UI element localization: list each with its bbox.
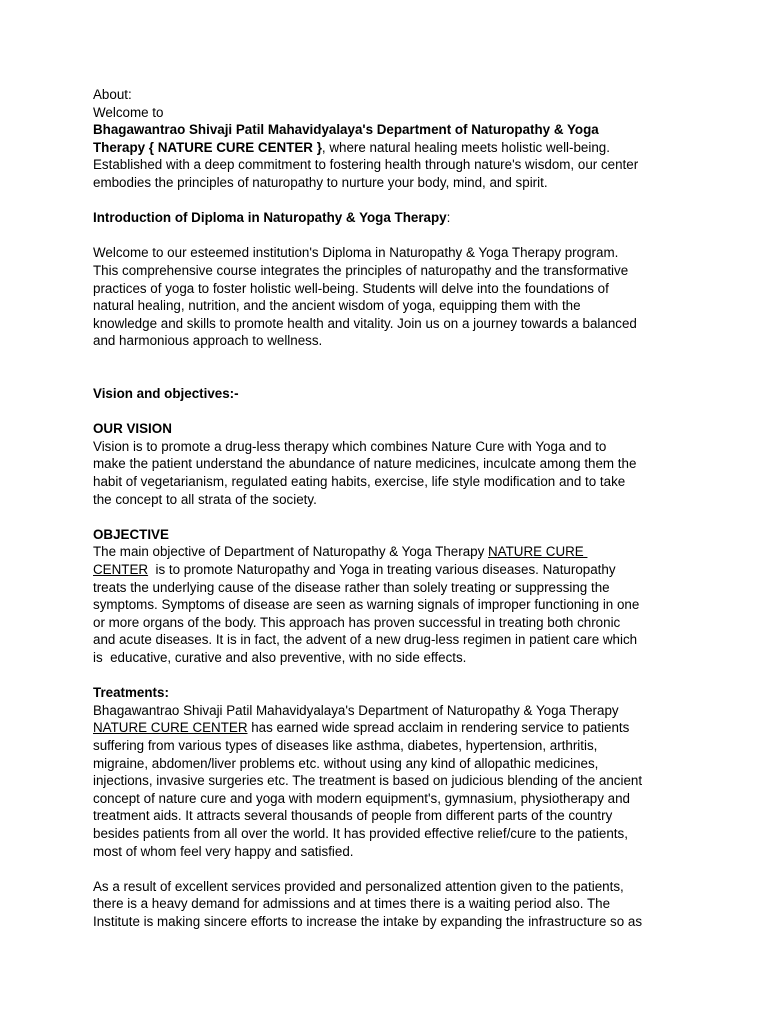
intro-heading-suffix: : xyxy=(446,210,451,226)
vision-section xyxy=(93,385,693,508)
nature-cure-center-link[interactable]: NATURE CURE xyxy=(488,544,588,560)
treatments-line-2-rest: has earned wide spread acclaim in rendering service to patients xyxy=(247,720,630,736)
center-name: Therapy { NATURE CURE CENTER } xyxy=(93,139,322,155)
objective-line: or more organs of the body. This approach has proven successful in treating both chronic xyxy=(93,614,621,630)
intro-line: natural healing, nutrition, and the ancient wisdom of yoga, equipping them with the xyxy=(93,298,581,314)
intro-heading-line xyxy=(93,209,693,227)
vision-line: Vision is to promote a drug-less therapy which combines Nature Cure with Yoga and to xyxy=(93,438,607,454)
treatments-heading: Treatments: xyxy=(93,685,169,701)
treatments-line-2 xyxy=(93,719,693,737)
result-line: As a result of excellent services provided and personalized attention given to the patients, xyxy=(93,878,624,894)
treatments-line: besides patients from all over the world. It has provided effective relief/cure to the patients, xyxy=(93,825,628,841)
objective-line-1-pre: The main objective of Department of Naturopathy & Yoga Therapy xyxy=(93,544,489,560)
objective-heading: OBJECTIVE xyxy=(93,526,169,542)
institution-name: Bhagawantrao Shivaji Patil Mahavidyalaya's Department of Naturopathy & Yoga xyxy=(93,122,599,138)
intro-section xyxy=(93,209,693,350)
objective-line-1 xyxy=(93,543,693,561)
about-line-2-rest: , where natural healing meets holistic well-being. xyxy=(321,139,610,155)
nature-cure-center-link[interactable]: CENTER xyxy=(93,562,149,578)
intro-line: practices of yoga to foster holistic well-being. Students will delve into the foundations of xyxy=(93,280,609,296)
objective-line: symptoms. Symptoms of disease are seen as warning signals of improper functioning in one xyxy=(93,597,640,613)
result-line: Institute is making sincere efforts to increase the intake by expanding the infrastructure so as xyxy=(93,913,643,929)
treatments-line: suffering from various types of diseases like asthma, diabetes, hypertension, arthritis, xyxy=(93,737,598,753)
treatments-section xyxy=(93,684,693,860)
intro-heading: Introduction of Diploma in Naturopathy & Yoga Therapy xyxy=(93,210,447,226)
welcome-text: Welcome to xyxy=(93,104,164,120)
treatments-line: treatment aids. It attracts several thousands of people from different parts of the country xyxy=(93,808,613,824)
our-vision-heading: OUR VISION xyxy=(93,421,172,437)
treatments-line: migraine, abdomen/liver problems etc. without using any kind of allopathic medicines, xyxy=(93,755,599,771)
about-label: About: xyxy=(93,87,132,102)
vision-line: the concept to all strata of the society. xyxy=(93,491,317,507)
about-line-4: embodies the principles of naturopathy to nurture your body, mind, and spirit. xyxy=(93,174,548,190)
document-page xyxy=(93,86,693,931)
treatments-line: most of whom feel very happy and satisfied. xyxy=(93,843,354,859)
result-section xyxy=(93,878,693,931)
about-line-2 xyxy=(93,139,693,157)
intro-line: This comprehensive course integrates the principles of naturopathy and the transformative xyxy=(93,262,629,278)
intro-line: knowledge and skills to promote health and vitality. Join us on a journey towards a balanced xyxy=(93,315,637,331)
objective-line: is educative, curative and also preventive, with no side effects. xyxy=(93,650,467,665)
objective-section xyxy=(93,526,693,667)
nature-cure-center-link[interactable]: NATURE CURE CENTER xyxy=(93,720,248,736)
about-line-3: Established with a deep commitment to fostering health through nature's wisdom, our center xyxy=(93,157,639,173)
vision-line: habit of vegetarianism, regulated eating habits, exercise, life style modification and to take xyxy=(93,474,626,490)
intro-line: Welcome to our esteemed institution's Diploma in Naturopathy & Yoga Therapy program. xyxy=(93,245,619,261)
intro-line: and harmonious approach to wellness. xyxy=(93,333,323,349)
treatments-line: concept of nature cure and yoga with modern equipment's, gymnasium, physiotherapy and xyxy=(93,790,631,806)
about-section xyxy=(93,86,693,192)
vision-line: make the patient understand the abundance of nature medicines, inculcate among them the xyxy=(93,456,637,472)
treatments-line: injections, invasive surgeries etc. The treatment is based on judicious blending of the ancient xyxy=(93,773,643,789)
treatments-line-1: Bhagawantrao Shivaji Patil Mahavidyalaya's Department of Naturopathy & Yoga Therapy xyxy=(93,702,619,718)
objective-line: and acute diseases. It is in fact, the advent of a new drug-less regimen in patient care which xyxy=(93,632,638,648)
vision-heading: Vision and objectives:- xyxy=(93,386,239,402)
objective-line: treats the underlying cause of the disease rather than solely treating or suppressing the xyxy=(93,579,610,595)
objective-line-2-rest: is to promote Naturopathy and Yoga in treating various diseases. Naturopathy xyxy=(148,562,616,578)
result-line: there is a heavy demand for admissions and at times there is a waiting period also. The xyxy=(93,896,611,912)
objective-line-2 xyxy=(93,561,693,579)
